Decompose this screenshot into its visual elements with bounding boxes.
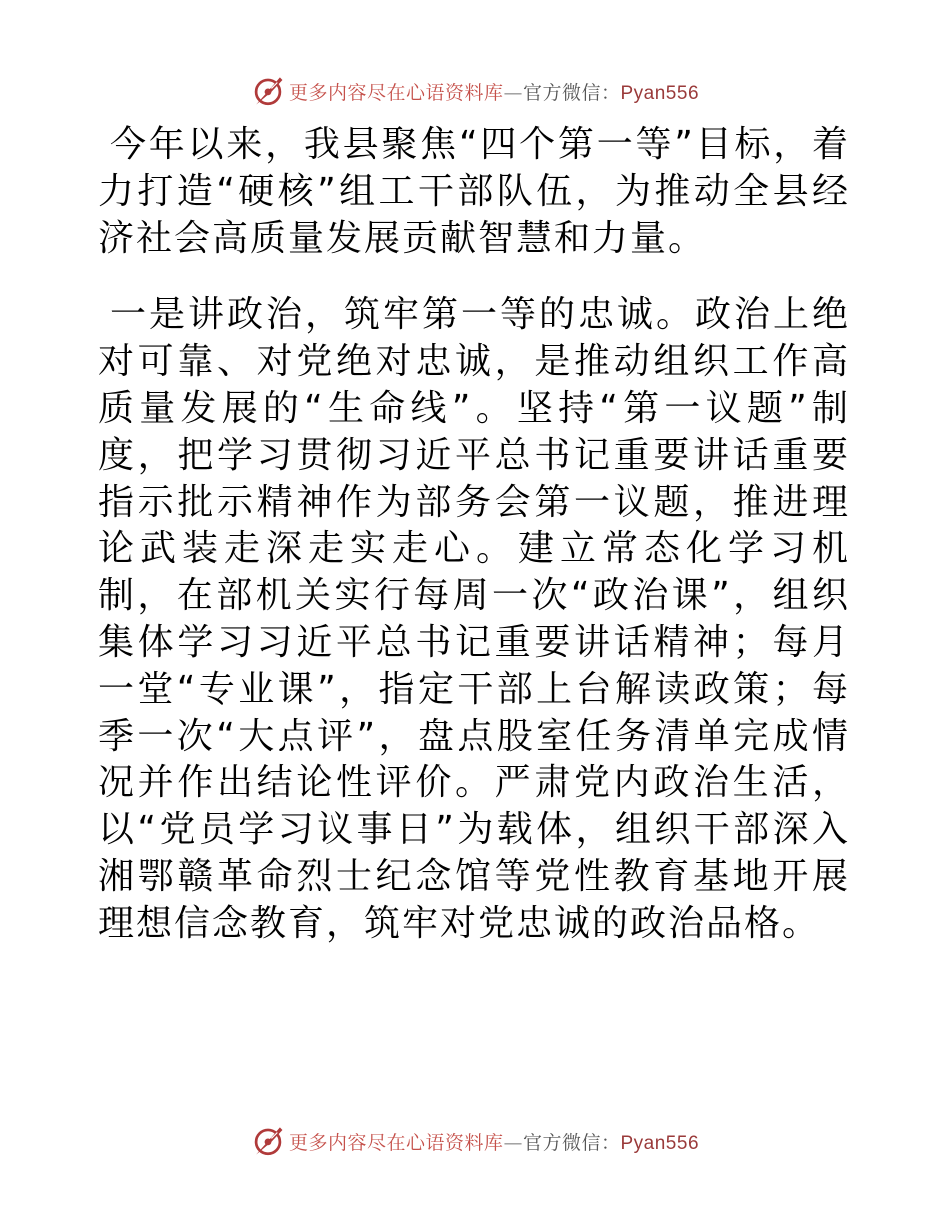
paragraph-politics: 一是讲政治，筑牢第一等的忠诚。政治上绝对可靠、对党绝对忠诚，是推动组织工作高质量发展的“生命线”。坚持“第一议题”制度，把学习贯彻习近平总书记重要讲话重要指示批示精神作为部务会第一议题，推进理论武装走深走实走心。建立常态化学习机制，在部机关实行每周一次“政治课”，组织集体学习习近平总书记重要讲话精神；每月一堂“专业课”，指定干部上台解读政策；每季一次“大点评”，盘点股室任务清单完成情况并作出结论性评价。严肃党内政治生活，以“党员学习议事日”为载体，组织干部深入湘鄂赣革命烈士纪念馆等党性教育基地开展理想信念教育，筑牢对党忠诚的政治品格。 [98, 294, 850, 944]
watermark-wechat-id: Pyan556 [620, 1132, 700, 1154]
watermark-main-text: 更多内容尽在心语资料库 [288, 81, 504, 104]
header-watermark [0, 71, 950, 111]
watermark-text [289, 78, 699, 105]
quill-pen-logo-icon [251, 74, 285, 108]
footer-watermark [0, 1121, 950, 1161]
watermark-separator: — [503, 1131, 523, 1154]
watermark-wechat-label: 官方微信： [522, 1131, 621, 1154]
watermark-wechat-id: Pyan556 [620, 82, 700, 104]
document-body [98, 122, 850, 948]
watermark-separator: — [503, 81, 523, 104]
watermark-main-text: 更多内容尽在心语资料库 [288, 1131, 504, 1154]
quill-pen-logo-icon [251, 1124, 285, 1158]
watermark-wechat-label: 官方微信： [522, 81, 621, 104]
paragraph-intro: 今年以来，我县聚焦“四个第一等”目标，着力打造“硬核”组工干部队伍，为推动全县经济社会高质量发展贡献智慧和力量。 [98, 124, 850, 259]
watermark-text [289, 1128, 699, 1155]
